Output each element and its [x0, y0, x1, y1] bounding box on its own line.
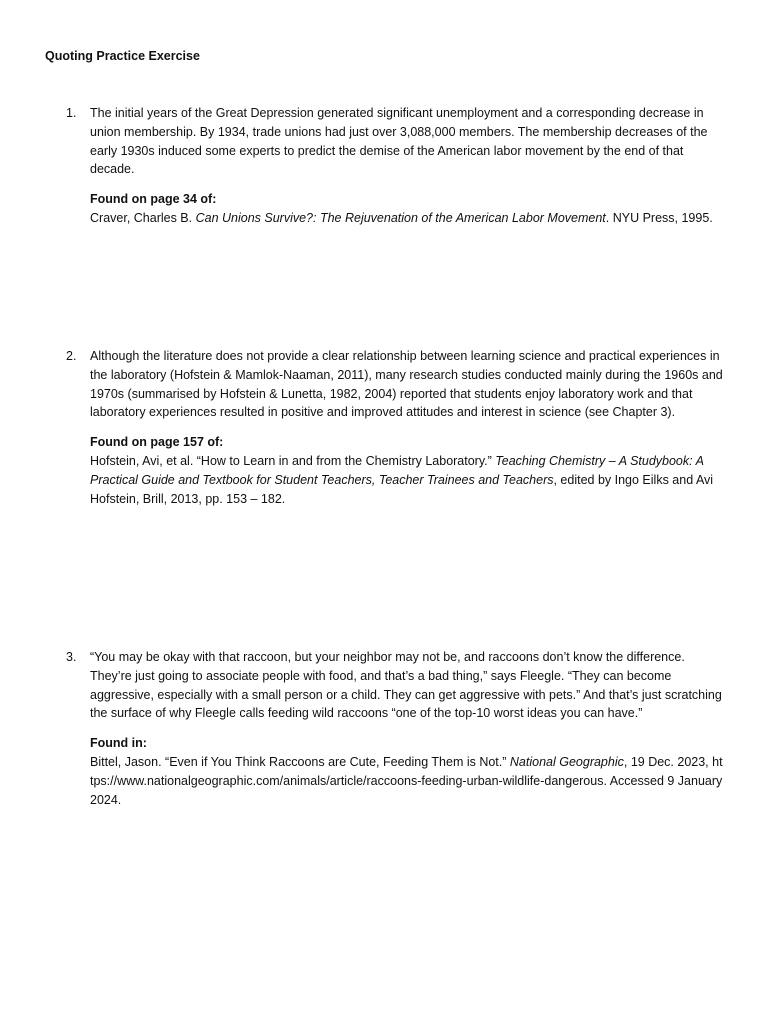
exercise-item-1 [66, 104, 726, 228]
item-number: 1. [66, 106, 77, 120]
citation [90, 452, 726, 508]
citation-title: Can Unions Survive?: The Rejuvenation of the American Labor Movement [195, 210, 606, 225]
item-body [90, 347, 726, 508]
found-label: Found on page 34 of: [90, 192, 217, 207]
citation-author: Hofstein, Avi, et al. “How to Learn in and from the Chemistry Laboratory.” [90, 453, 496, 468]
item-number: 2. [66, 349, 77, 363]
exercise-item-2 [66, 347, 726, 508]
citation-title: National Geographic [509, 754, 624, 769]
quote-text: The initial years of the Great Depression generated significant unemployment and a corresponding decrease in union membership. By 1934, trade unions had just over 3,088,000 members. The membership decreases of the early 1930s induced some experts to predict the demise of the American labor movement by the end of that decade. [90, 106, 708, 177]
document-title: Quoting Practice Exercise [45, 49, 200, 63]
citation-publisher: , 19 Dec. 2023, https://www.nationalgeographic.com/animals/article/raccoons-feeding-urban-wildlife-dangerous. Accessed 9 January 2024. [90, 754, 723, 807]
item-body [90, 648, 726, 809]
found-label: Found in: [90, 736, 147, 751]
citation [90, 209, 726, 228]
quote-text: Although the literature does not provide a clear relationship between learning science and practical experiences in the laboratory (Hofstein & Mamlok-Naaman, 2011), many research studies conducted mainly during the 1960s and 1970s (summarised by Hofstein & Lunetta, 1982, 2004) reported that students enjoy laboratory work and that laboratory experiences resulted in positive and improved attitudes and interest in science (see Chapter 3). [90, 349, 723, 420]
citation-publisher: , edited by Ingo Eilks and Avi Hofstein, Brill, 2013, pp. 153 – 182. [90, 472, 714, 506]
quote-text: “You may be okay with that raccoon, but your neighbor may not be, and raccoons don’t know the difference. They’re just going to associate people with food, and that’s a bad thing,” says Fleegle. “They can become aggressive, especially with a small person or a child. They can get aggressive with pets.” And that’s just scratching the surface of why Fleegle calls feeding wild raccoons “one of the top-10 worst ideas you can have.” [90, 650, 722, 721]
citation-author: Craver, Charles B. [90, 210, 196, 225]
exercise-item-3 [66, 648, 726, 809]
citation-author: Bittel, Jason. “Even if You Think Raccoons are Cute, Feeding Them is Not.” [90, 754, 510, 769]
citation [90, 753, 726, 809]
item-number: 3. [66, 650, 77, 664]
item-body [90, 104, 726, 228]
found-label: Found on page 157 of: [90, 435, 224, 450]
citation-title: Teaching Chemistry – A Studybook: A Practical Guide and Textbook for Student Teachers, Teacher Trainees and Teachers [90, 453, 704, 487]
citation-publisher: . NYU Press, 1995. [605, 210, 713, 225]
